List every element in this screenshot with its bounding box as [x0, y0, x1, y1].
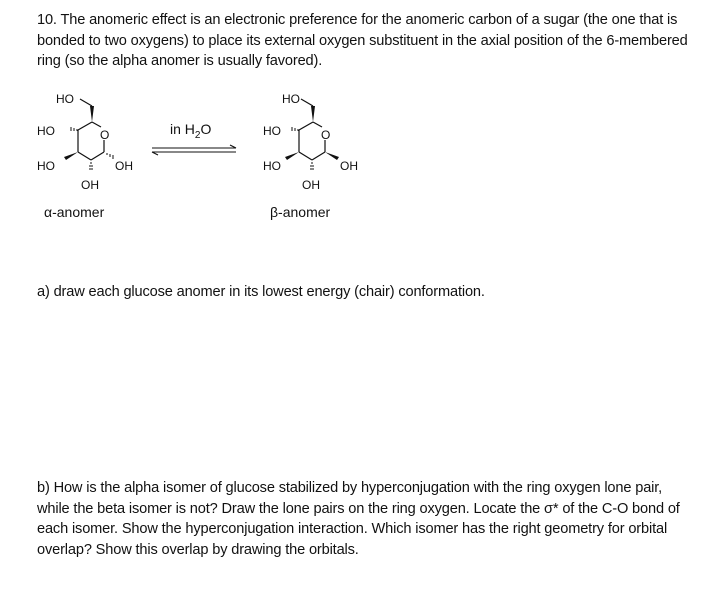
beta-c3-ho-label: HO [263, 159, 281, 173]
condition-label: in $H_2O$ [170, 121, 212, 141]
alpha-c2-oh-label: OH [81, 178, 99, 192]
alpha-c3-ho-label: HO [37, 159, 55, 173]
question-part-b: b) How is the alpha isomer of glucose stabilized by hyperconjugation with the ring oxygen lone pair, while the beta isomer is not? Draw the lone pairs on the ring oxygen. Locate the σ* of the C-O bond of each isomer. Show the hyperconjugation interaction. Which isomer has the right geometry for orbital overlap? Show this overlap by drawing the orbitals. [37, 480, 680, 558]
alpha-ring-o-label: O [100, 128, 110, 142]
alpha-c4-ho-label: HO [37, 124, 55, 138]
beta-c6-ho-label: HO [282, 92, 300, 106]
beta-anomer-structure [263, 92, 358, 220]
question-part-a: a) draw each glucose anomer in its lowest energy (chair) conformation. [37, 284, 485, 300]
question-intro: 10. The anomeric effect is an electronic preference for the anomeric carbon of a sugar (the one that is bonded to two oxygens) to place its external oxygen substituent in the axial position of the 6-membered ring (so the alpha anomer is usually favored). [37, 12, 688, 69]
alpha-anomer-structure [37, 92, 133, 220]
beta-c1-oh-label: OH [340, 159, 358, 173]
anomer-equilibrium-scheme [0, 0, 714, 240]
beta-c4-ho-label: HO [263, 124, 281, 138]
alpha-anomer-caption: α-anomer [44, 204, 105, 220]
beta-c2-oh-label: OH [302, 178, 320, 192]
beta-ring-o-label: O [321, 128, 331, 142]
beta-anomer-caption: β-anomer [270, 204, 331, 220]
alpha-c1-oh-label: OH [115, 159, 133, 173]
equilibrium-arrow [152, 121, 236, 155]
alpha-c6-ho-label: HO [56, 92, 74, 106]
